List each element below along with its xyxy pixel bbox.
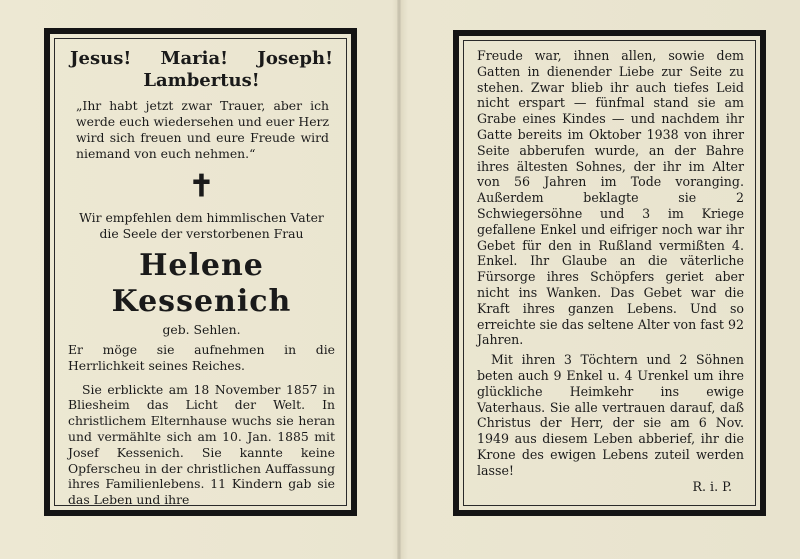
scripture-quote: „Ihr habt jetzt zwar Trauer, aber ich werde euch wiedersehen und euer Herz wird sich freuen und eure Freude wird niemand von euch nehmen.“ bbox=[76, 98, 329, 161]
invocation-maria: Maria! bbox=[160, 48, 229, 69]
closing-line bbox=[477, 479, 744, 495]
family-prayer-text: Mit ihren 3 Töchtern und 2 Söhnen beten auch 9 Enkel u. 4 Urenkel um ihre glückliche Heimkehr ins ewige Vaterhaus. Sie alle vertrauen darauf, daß Christus der Herr, der sie am 6 Nov. 1949 aus diesem Leben abberief, ihr die Krone des ewigen Lebens zuteil werden lasse! bbox=[477, 352, 744, 478]
rip-text: R. i. P. bbox=[692, 478, 732, 494]
fold-crease bbox=[397, 0, 401, 559]
prayer-text: Er möge sie aufnehmen in die Herrlichkeit seines Reiches. bbox=[68, 342, 335, 373]
invocation-jesus: Jesus! bbox=[70, 48, 132, 69]
invocation-line bbox=[70, 48, 333, 70]
deceased-name: Helene Kessenich bbox=[111, 248, 292, 319]
biography-text: Sie erblickte am 18 November 1857 in Bliesheim das Licht der Welt. In christlichem Elternhause wuchs sie heran und vermählte sich am 10. Jan. 1885 mit Josef Kessenich. Sie kannte keine Opferscheu in der christlichen Auffassung ihres Familienlebens. 11 Kindern gab sie das Leben und ihre bbox=[68, 381, 335, 508]
right-page-frame bbox=[453, 30, 766, 516]
cross-icon: ✝ bbox=[188, 169, 215, 204]
left-page-frame bbox=[44, 28, 357, 516]
biography-continued: Freude war, ihnen allen, sowie dem Gatten in dienender Liebe zur Seite zu stehen. Zwar blieb ihr auch tiefes Leid nicht erspart — fünfmal stand sie am Grabe eines Kindes — und nachdem ihr Gatte bereits im Oktober 1938 von ihrer Seite abberufen wurde, an der Bahre ihres ältesten Sohnes, der ihr im Alter von 56 Jahren im Tode voranging. Außerdem beklagte sie 2 Schwiegersöhne und 3 im Kriege gefallene Enkel und eifriger noch war ihr Gebet für den in Rußland vermißten 4. Enkel. Ihr Glaube an die väterliche Fürsorge ihres Schöpfers geriet aber nicht ins Wanken. Das Gebet war die Kraft ihres ganzen Lebens. Und so erreichte sie das seltene Alter von fast 92 Jahren. bbox=[477, 48, 744, 348]
intro-text: Wir empfehlen dem himmlischen Vater die Seele der verstorbenen Frau bbox=[79, 210, 324, 241]
maiden-name: geb. Sehlen. bbox=[162, 322, 241, 337]
right-page-content bbox=[477, 48, 744, 500]
left-page-content bbox=[68, 48, 335, 508]
invocation-joseph: Joseph! bbox=[257, 48, 333, 69]
invocation-lambertus: Lambertus! bbox=[143, 70, 260, 91]
